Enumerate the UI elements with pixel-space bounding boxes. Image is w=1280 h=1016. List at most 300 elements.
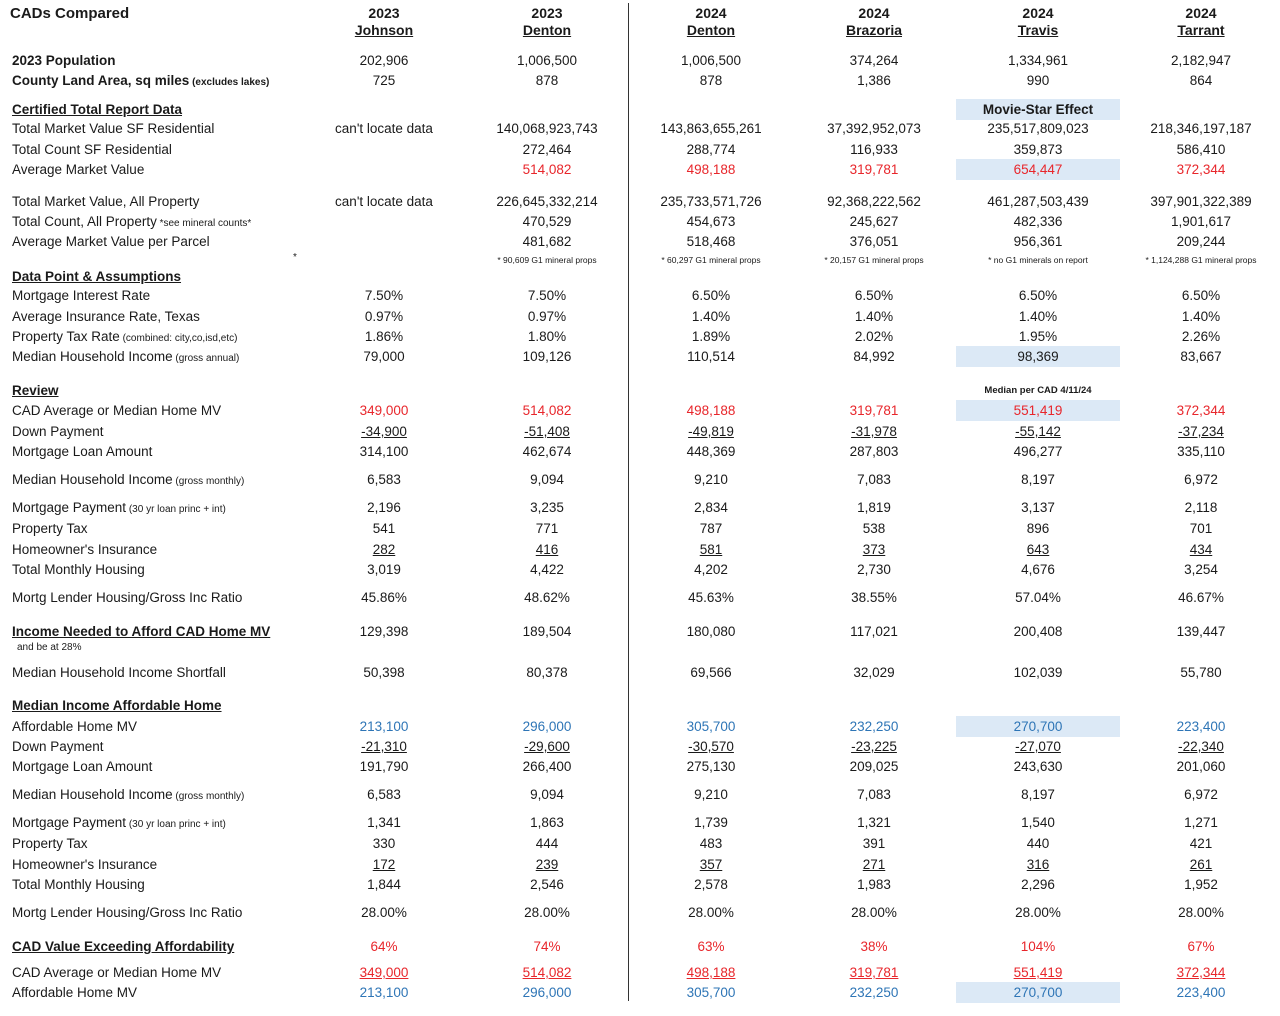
table-row: [0, 984, 1280, 1002]
table-cell: 518,468: [686, 234, 736, 249]
table-cell: 483: [699, 836, 723, 851]
table-cell: 109,126: [522, 349, 572, 364]
row-label: Down Payment: [12, 424, 104, 439]
table-cell: 1,983: [857, 877, 891, 892]
row-label: Median Household Income (gross annual): [12, 349, 240, 364]
table-cell: 104%: [1020, 939, 1056, 954]
row-label-note: (gross monthly): [172, 476, 245, 487]
table-cell: 498,188: [686, 965, 736, 980]
table-cell: 2,296: [1021, 877, 1055, 892]
table-cell: 349,000: [359, 965, 409, 980]
table-cell: 270,700: [1013, 719, 1063, 734]
table-cell: 55,780: [1180, 665, 1222, 680]
table-row: [0, 856, 1280, 874]
table-row: [0, 520, 1280, 538]
column-header-2023-johnson: [299, 5, 469, 39]
table-cell: 1,863: [530, 815, 564, 830]
table-cell: 372,344: [1176, 403, 1226, 418]
table-row: [0, 161, 1280, 179]
table-cell: 1.95%: [1018, 329, 1058, 344]
table-cell: 189,504: [522, 624, 572, 639]
row-label: Down Payment: [12, 739, 104, 754]
row-label: Mortg Lender Housing/Gross Inc Ratio: [12, 905, 243, 920]
table-cell: 0.97%: [527, 309, 567, 324]
table-cell: 172: [372, 857, 396, 872]
table-row: [0, 814, 1280, 832]
table-row: [0, 938, 1280, 956]
table-cell: 64%: [370, 939, 398, 954]
table-cell: 319,781: [849, 965, 899, 980]
table-cell: 1,334,961: [1007, 53, 1069, 68]
table-cell: 305,700: [686, 985, 736, 1000]
table-row: [0, 443, 1280, 461]
row-label: Homeowner's Insurance: [12, 542, 158, 557]
table-row: [0, 213, 1280, 231]
table-cell: * 20,157 G1 mineral props: [824, 255, 924, 265]
table-cell: 2,196: [367, 500, 401, 515]
table-cell: 4,676: [1021, 562, 1055, 577]
table-cell: 271: [862, 857, 886, 872]
table-cell: 1.80%: [527, 329, 567, 344]
column-name: Denton: [522, 22, 572, 38]
table-cell: 6.50%: [854, 288, 894, 303]
row-label: County Land Area, sq miles (excludes lakes): [12, 73, 270, 88]
table-cell: 2.26%: [1181, 329, 1221, 344]
table-cell: 357: [699, 857, 723, 872]
column-year: 2024: [1022, 5, 1054, 21]
table-row: [0, 623, 1280, 641]
row-label: Mortgage Payment (30 yr loan princ + int): [12, 500, 226, 515]
row-label: Property Tax Rate (combined: city,co,isd,etc): [12, 329, 238, 344]
table-cell: Movie-Star Effect: [982, 102, 1094, 117]
table-row: [0, 193, 1280, 211]
table-row: [0, 233, 1280, 251]
table-row: [0, 402, 1280, 420]
table-cell: 9,210: [694, 472, 728, 487]
table-cell: 1,386: [857, 73, 891, 88]
table-cell: Median per CAD 4/11/24: [984, 385, 1092, 396]
row-label-note: (combined: city,co,isd,etc): [119, 333, 238, 344]
table-cell: 481,682: [522, 234, 572, 249]
row-label: Total Monthly Housing: [12, 877, 145, 892]
column-year: 2024: [1185, 5, 1217, 21]
table-cell: 1,271: [1184, 815, 1218, 830]
table-row: [0, 904, 1280, 922]
table-cell: 335,110: [1177, 444, 1225, 459]
table-cell: 434: [1189, 542, 1213, 557]
table-cell: -29,600: [524, 739, 570, 754]
column-name: Tarrant: [1177, 22, 1225, 38]
table-cell: 266,400: [522, 759, 572, 774]
table-row: [0, 120, 1280, 138]
row-label: Mortgage Loan Amount: [12, 444, 153, 459]
table-cell: 538: [862, 521, 886, 536]
table-cell: 67%: [1187, 939, 1215, 954]
row-label: Certified Total Report Data: [12, 102, 183, 117]
row-label-note: (30 yr loan princ + int): [126, 504, 226, 515]
table-cell: -22,340: [1178, 739, 1224, 754]
row-label: CAD Value Exceeding Affordability: [12, 939, 235, 954]
table-cell: 140,068,923,743: [496, 121, 598, 136]
table-cell: -23,225: [851, 739, 897, 754]
table-cell: 316: [1026, 857, 1050, 872]
table-cell: 701: [1189, 521, 1213, 536]
table-cell: 1,006,500: [680, 53, 742, 68]
table-cell: 180,080: [686, 624, 736, 639]
row-label: Total Count SF Residential: [12, 142, 172, 157]
row-label: Mortgage Interest Rate: [12, 288, 151, 303]
table-cell: 9,094: [530, 787, 564, 802]
table-cell: 232,250: [849, 985, 899, 1000]
table-cell: 482,336: [1013, 214, 1063, 229]
table-cell: 654,447: [1013, 162, 1063, 177]
table-cell: 7,083: [857, 472, 891, 487]
table-cell: 440: [1026, 836, 1050, 851]
table-cell: 6,583: [367, 787, 401, 802]
table-cell: 1,321: [857, 815, 891, 830]
table-cell: 462,674: [522, 444, 572, 459]
table-cell: 990: [1026, 73, 1050, 88]
table-cell: 245,627: [849, 214, 899, 229]
column-header-2024-travis: [953, 5, 1123, 39]
table-cell: 74%: [533, 939, 561, 954]
table-cell: 28.00%: [524, 905, 570, 920]
table-cell: 235,733,571,726: [660, 194, 762, 209]
table-cell: 787: [699, 521, 723, 536]
table-cell: 46.67%: [1178, 590, 1224, 605]
table-cell: 116,933: [850, 142, 898, 157]
table-cell: 8,197: [1021, 787, 1055, 802]
table-cell: 1,819: [857, 500, 891, 515]
asterisk-note: *: [293, 252, 297, 263]
table-row: [0, 835, 1280, 853]
table-cell: -30,570: [688, 739, 734, 754]
table-cell: 4,422: [530, 562, 564, 577]
table-cell: 79,000: [363, 349, 405, 364]
table-cell: 8,197: [1021, 472, 1055, 487]
table-cell: 48.62%: [524, 590, 570, 605]
table-row: [0, 541, 1280, 559]
table-row: [0, 308, 1280, 326]
table-cell: 514,082: [522, 403, 572, 418]
table-cell: 50,398: [363, 665, 405, 680]
table-cell: 305,700: [686, 719, 736, 734]
row-label: CAD Average or Median Home MV: [12, 403, 222, 418]
table-cell: 2,834: [694, 500, 728, 515]
row-label: CAD Average or Median Home MV: [12, 965, 222, 980]
row-label-note: *see mineral counts*: [156, 218, 252, 229]
table-cell: 28.00%: [688, 905, 734, 920]
table-cell: 143,863,655,261: [660, 121, 762, 136]
table-cell: 270,700: [1013, 985, 1063, 1000]
row-label: Property Tax: [12, 836, 88, 851]
table-cell: 28.00%: [1015, 905, 1061, 920]
table-row: [0, 876, 1280, 894]
table-cell: 63%: [697, 939, 725, 954]
table-cell: 496,277: [1013, 444, 1063, 459]
row-label-note: (gross monthly): [172, 791, 245, 802]
table-cell: 9,210: [694, 787, 728, 802]
table-cell: 6,972: [1184, 472, 1218, 487]
table-cell: 37,392,952,073: [827, 121, 921, 136]
table-row: [0, 718, 1280, 736]
row-label: Median Household Income (gross monthly): [12, 787, 245, 802]
table-cell: 69,566: [690, 665, 732, 680]
column-name: Brazoria: [845, 22, 903, 38]
table-cell: 581: [699, 542, 723, 557]
table-cell: * 60,297 G1 mineral props: [661, 255, 761, 265]
table-cell: 191,790: [359, 759, 409, 774]
table-cell: 28.00%: [851, 905, 897, 920]
table-cell: 6,583: [367, 472, 401, 487]
table-cell: 359,873: [1013, 142, 1063, 157]
row-label-note: (30 yr loan princ + int): [126, 819, 226, 830]
column-year: 2024: [858, 5, 890, 21]
table-cell: 896: [1026, 521, 1050, 536]
table-cell: 57.04%: [1015, 590, 1061, 605]
row-label: Average Insurance Rate, Texas: [12, 309, 200, 324]
row-label: Average Market Value per Parcel: [12, 234, 210, 249]
column-header-2024-brazoria: [789, 5, 959, 39]
table-cell: can't locate data: [335, 194, 433, 209]
column-year: 2023: [531, 5, 563, 21]
row-label: Median Income Affordable Home: [12, 698, 222, 713]
table-cell: 1.89%: [691, 329, 731, 344]
table-row: [0, 423, 1280, 441]
row-label: Total Market Value SF Residential: [12, 121, 215, 136]
table-row: [0, 561, 1280, 579]
table-cell: 551,419: [1013, 403, 1063, 418]
table-cell: 444: [535, 836, 559, 851]
table-cell: 28.00%: [1178, 905, 1224, 920]
table-row: [0, 250, 1280, 268]
table-cell: 32,029: [853, 665, 895, 680]
table-cell: 2,182,947: [1170, 53, 1232, 68]
row-label: Mortg Lender Housing/Gross Inc Ratio: [12, 590, 243, 605]
table-cell: 1,844: [367, 877, 401, 892]
table-cell: 235,517,809,023: [987, 121, 1089, 136]
table-cell: 223,400: [1176, 719, 1226, 734]
table-cell: 3,137: [1021, 500, 1055, 515]
table-cell: 38.55%: [851, 590, 897, 605]
table-cell: 129,398: [359, 624, 409, 639]
table-cell: 296,000: [522, 985, 572, 1000]
table-cell: 45.86%: [361, 590, 407, 605]
row-label: Mortgage Loan Amount: [12, 759, 153, 774]
table-row: [0, 738, 1280, 756]
table-cell: 7.50%: [527, 288, 567, 303]
table-cell: 725: [372, 73, 396, 88]
column-header-2023-denton: [462, 5, 632, 39]
table-cell: 202,906: [359, 53, 409, 68]
table-cell: 771: [535, 521, 559, 536]
table-cell: 0.97%: [364, 309, 404, 324]
table-cell: -34,900: [361, 424, 407, 439]
table-cell: 461,287,503,439: [987, 194, 1089, 209]
table-cell: 232,250: [849, 719, 899, 734]
table-cell: 1,006,500: [516, 53, 578, 68]
table-cell: 139,447: [1176, 624, 1226, 639]
table-cell: 864: [1189, 73, 1213, 88]
table-cell: 213,100: [359, 985, 409, 1000]
table-cell: 45.63%: [688, 590, 734, 605]
table-cell: 1,341: [367, 815, 401, 830]
table-cell: 1,540: [1021, 815, 1055, 830]
table-row: [0, 786, 1280, 804]
table-cell: 261: [1189, 857, 1213, 872]
table-cell: * no G1 minerals on report: [988, 255, 1088, 265]
table-cell: 209,244: [1176, 234, 1226, 249]
row-label: Median Household Income Shortfall: [12, 665, 226, 680]
table-cell: 372,344: [1176, 162, 1226, 177]
table-cell: -37,234: [1178, 424, 1224, 439]
table-row: [0, 382, 1280, 400]
table-cell: 1.40%: [691, 309, 731, 324]
row-label-note: (gross annual): [172, 353, 240, 364]
table-cell: 102,039: [1013, 665, 1063, 680]
row-label: Mortgage Payment (30 yr loan princ + int): [12, 815, 226, 830]
row-label: 2023 Population: [12, 53, 116, 68]
table-cell: 3,019: [367, 562, 401, 577]
table-cell: 200,408: [1013, 624, 1063, 639]
table-cell: 421: [1189, 836, 1213, 851]
table-cell: 643: [1026, 542, 1050, 557]
table-cell: 541: [372, 521, 396, 536]
table-cell: 878: [699, 73, 723, 88]
table-cell: 223,400: [1176, 985, 1226, 1000]
table-cell: 98,369: [1017, 349, 1059, 364]
table-cell: 218,346,197,187: [1150, 121, 1252, 136]
table-cell: 209,025: [849, 759, 899, 774]
table-cell: 272,464: [522, 142, 572, 157]
table-row: [0, 664, 1280, 682]
table-cell: 117,021: [850, 624, 898, 639]
table-cell: 80,378: [526, 665, 568, 680]
table-cell: 1.40%: [1181, 309, 1221, 324]
table-cell: 1,739: [694, 815, 728, 830]
table-cell: 448,369: [686, 444, 736, 459]
table-cell: 110,514: [687, 349, 735, 364]
table-cell: 416: [535, 542, 559, 557]
table-cell: -31,978: [851, 424, 897, 439]
table-row: [0, 697, 1280, 715]
row-label: Review: [12, 383, 59, 398]
table-cell: 296,000: [522, 719, 572, 734]
table-cell: 391: [862, 836, 886, 851]
table-row: [0, 101, 1280, 119]
table-row: [0, 141, 1280, 159]
table-row: [0, 589, 1280, 607]
table-cell: 6.50%: [1018, 288, 1058, 303]
table-cell: 314,100: [359, 444, 409, 459]
column-year: 2024: [695, 5, 727, 21]
table-cell: -55,142: [1015, 424, 1061, 439]
table-cell: 239: [535, 857, 559, 872]
table-cell: 7,083: [857, 787, 891, 802]
table-cell: 213,100: [359, 719, 409, 734]
column-header-2024-tarrant: [1116, 5, 1280, 39]
row-label: Data Point & Assumptions: [12, 269, 182, 284]
table-row: [0, 348, 1280, 366]
page-title: CADs Compared: [10, 5, 130, 22]
table-cell: 226,645,332,214: [496, 194, 598, 209]
table-row: [0, 964, 1280, 982]
table-cell: 2,118: [1184, 500, 1218, 515]
table-cell: 956,361: [1013, 234, 1063, 249]
table-cell: * 1,124,288 G1 mineral props: [1145, 255, 1257, 265]
table-cell: 2,578: [694, 877, 728, 892]
table-cell: 1.40%: [854, 309, 894, 324]
table-cell: * 90,609 G1 mineral props: [497, 255, 597, 265]
table-cell: 376,051: [849, 234, 899, 249]
row-label: Total Market Value, All Property: [12, 194, 200, 209]
table-cell: 2.02%: [854, 329, 894, 344]
table-cell: 514,082: [522, 162, 572, 177]
table-cell: 349,000: [359, 403, 409, 418]
column-year: 2023: [368, 5, 400, 21]
table-cell: 6,972: [1184, 787, 1218, 802]
row-label: Average Market Value: [12, 162, 145, 177]
table-row: [0, 268, 1280, 286]
table-cell: 282: [372, 542, 396, 557]
table-cell: 586,410: [1176, 142, 1226, 157]
table-cell: 319,781: [849, 403, 899, 418]
table-cell: 372,344: [1176, 965, 1226, 980]
table-row: [0, 72, 1280, 90]
table-row: [0, 328, 1280, 346]
table-cell: 4,202: [694, 562, 728, 577]
table-cell: 1.40%: [1018, 309, 1058, 324]
table-cell: 28.00%: [361, 905, 407, 920]
table-cell: 2,546: [530, 877, 564, 892]
row-label: Total Count, All Property *see mineral counts*: [12, 214, 252, 229]
row-label: Income Needed to Afford CAD Home MV: [12, 624, 271, 639]
table-cell: 1,901,617: [1170, 214, 1232, 229]
income-needed-note: and be at 28%: [17, 642, 82, 653]
table-cell: 2,730: [857, 562, 891, 577]
table-cell: 3,235: [530, 500, 564, 515]
table-cell: 243,630: [1013, 759, 1063, 774]
table-cell: -49,819: [688, 424, 734, 439]
table-row: [0, 52, 1280, 70]
table-cell: 319,781: [849, 162, 899, 177]
row-label: Total Monthly Housing: [12, 562, 145, 577]
table-cell: 287,803: [849, 444, 899, 459]
table-cell: -21,310: [361, 739, 407, 754]
table-row: [0, 499, 1280, 517]
table-cell: 275,130: [686, 759, 736, 774]
table-cell: 3,254: [1184, 562, 1218, 577]
table-cell: 84,992: [853, 349, 895, 364]
table-row: [0, 758, 1280, 776]
table-cell: 6.50%: [691, 288, 731, 303]
table-cell: -51,408: [524, 424, 570, 439]
table-cell: 288,774: [686, 142, 736, 157]
column-name: Johnson: [354, 22, 414, 38]
table-cell: 397,901,322,389: [1150, 194, 1252, 209]
row-label: Affordable Home MV: [12, 985, 138, 1000]
row-label-note: (excludes lakes): [189, 77, 270, 88]
table-row: [0, 287, 1280, 305]
row-label: Property Tax: [12, 521, 88, 536]
table-cell: 38%: [860, 939, 888, 954]
table-cell: 470,529: [522, 214, 572, 229]
table-cell: 454,673: [686, 214, 736, 229]
row-label: Homeowner's Insurance: [12, 857, 158, 872]
table-row: [0, 471, 1280, 489]
table-cell: 83,667: [1180, 349, 1222, 364]
column-header-2024-denton: [626, 5, 796, 39]
